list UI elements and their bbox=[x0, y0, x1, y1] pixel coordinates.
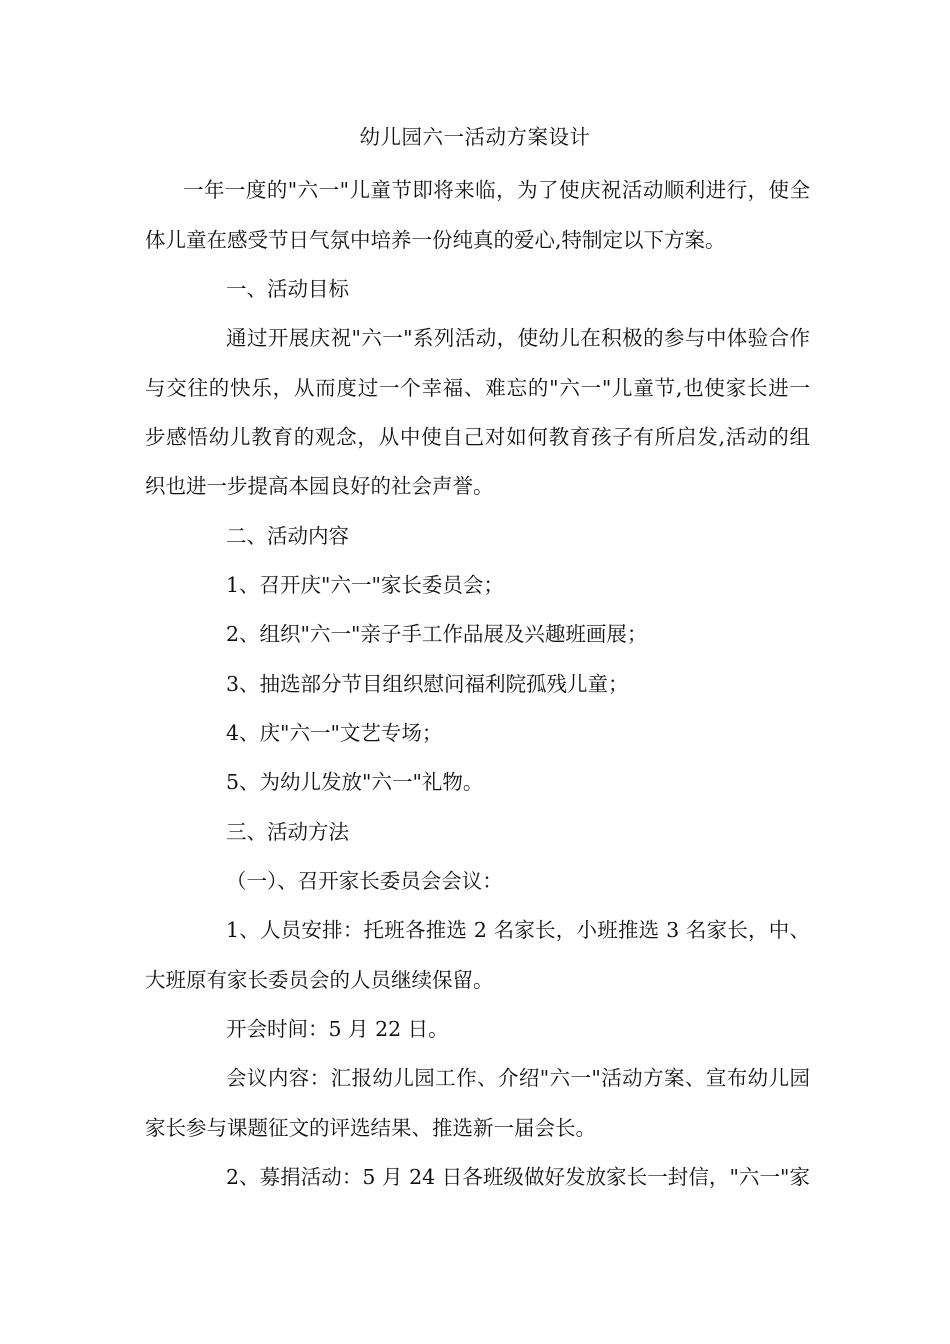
list-item: 3、抽选部分节目组织慰问福利院孤残儿童； bbox=[226, 672, 629, 696]
paragraph-line: 会议内容：汇报幼儿园工作、介绍"六一"活动方案、宣布幼儿园 bbox=[226, 1066, 810, 1090]
paragraph-line: 开会时间：5 月 22 日。 bbox=[226, 1017, 449, 1041]
paragraph-line: 体儿童在感受节日气氛中培养一份纯真的爱心,特制定以下方案。 bbox=[145, 228, 726, 252]
section-heading: 三、活动方法 bbox=[226, 820, 349, 844]
subsection-heading: （一）、召开家长委员会会议： bbox=[226, 869, 503, 893]
paragraph-line: 通过开展庆祝"六一"系列活动，使幼儿在积极的参与中体验合作 bbox=[226, 326, 810, 350]
paragraph-line: 2、募捐活动：5 月 24 日各班级做好发放家长一封信，"六一"家 bbox=[226, 1165, 810, 1189]
list-item: 1、召开庆"六一"家长委员会； bbox=[226, 573, 504, 597]
paragraph-line: 一年一度的"六一"儿童节即将来临，为了使庆祝活动顺利进行，使全 bbox=[183, 178, 810, 202]
paragraph-line: 织也进一步提高本园良好的社会声誉。 bbox=[145, 474, 494, 498]
list-item: 5、为幼儿发放"六一"礼物。 bbox=[226, 770, 484, 794]
paragraph-line: 大班原有家长委员会的人员继续保留。 bbox=[145, 968, 494, 992]
section-heading: 一、活动目标 bbox=[226, 277, 349, 301]
paragraph-line: 步感悟幼儿教育的观念，从中使自己对如何教育孩子有所启发,活动的组 bbox=[145, 425, 810, 449]
list-item: 2、组织"六一"亲子手工作品展及兴趣班画展； bbox=[226, 622, 648, 646]
paragraph-line: 家长参与课题征文的评选结果、推选新一届会长。 bbox=[145, 1116, 596, 1140]
paragraph-line: 1、人员安排：托班各推选 2 名家长，小班推选 3 名家长，中、 bbox=[226, 918, 810, 942]
section-heading: 二、活动内容 bbox=[226, 524, 349, 548]
list-item: 4、庆"六一"文艺专场； bbox=[226, 721, 443, 745]
document-title: 幼儿园六一活动方案设计 bbox=[359, 125, 591, 149]
paragraph-line: 与交往的快乐，从而度过一个幸福、难忘的"六一"儿童节,也使家长进一 bbox=[145, 376, 810, 400]
